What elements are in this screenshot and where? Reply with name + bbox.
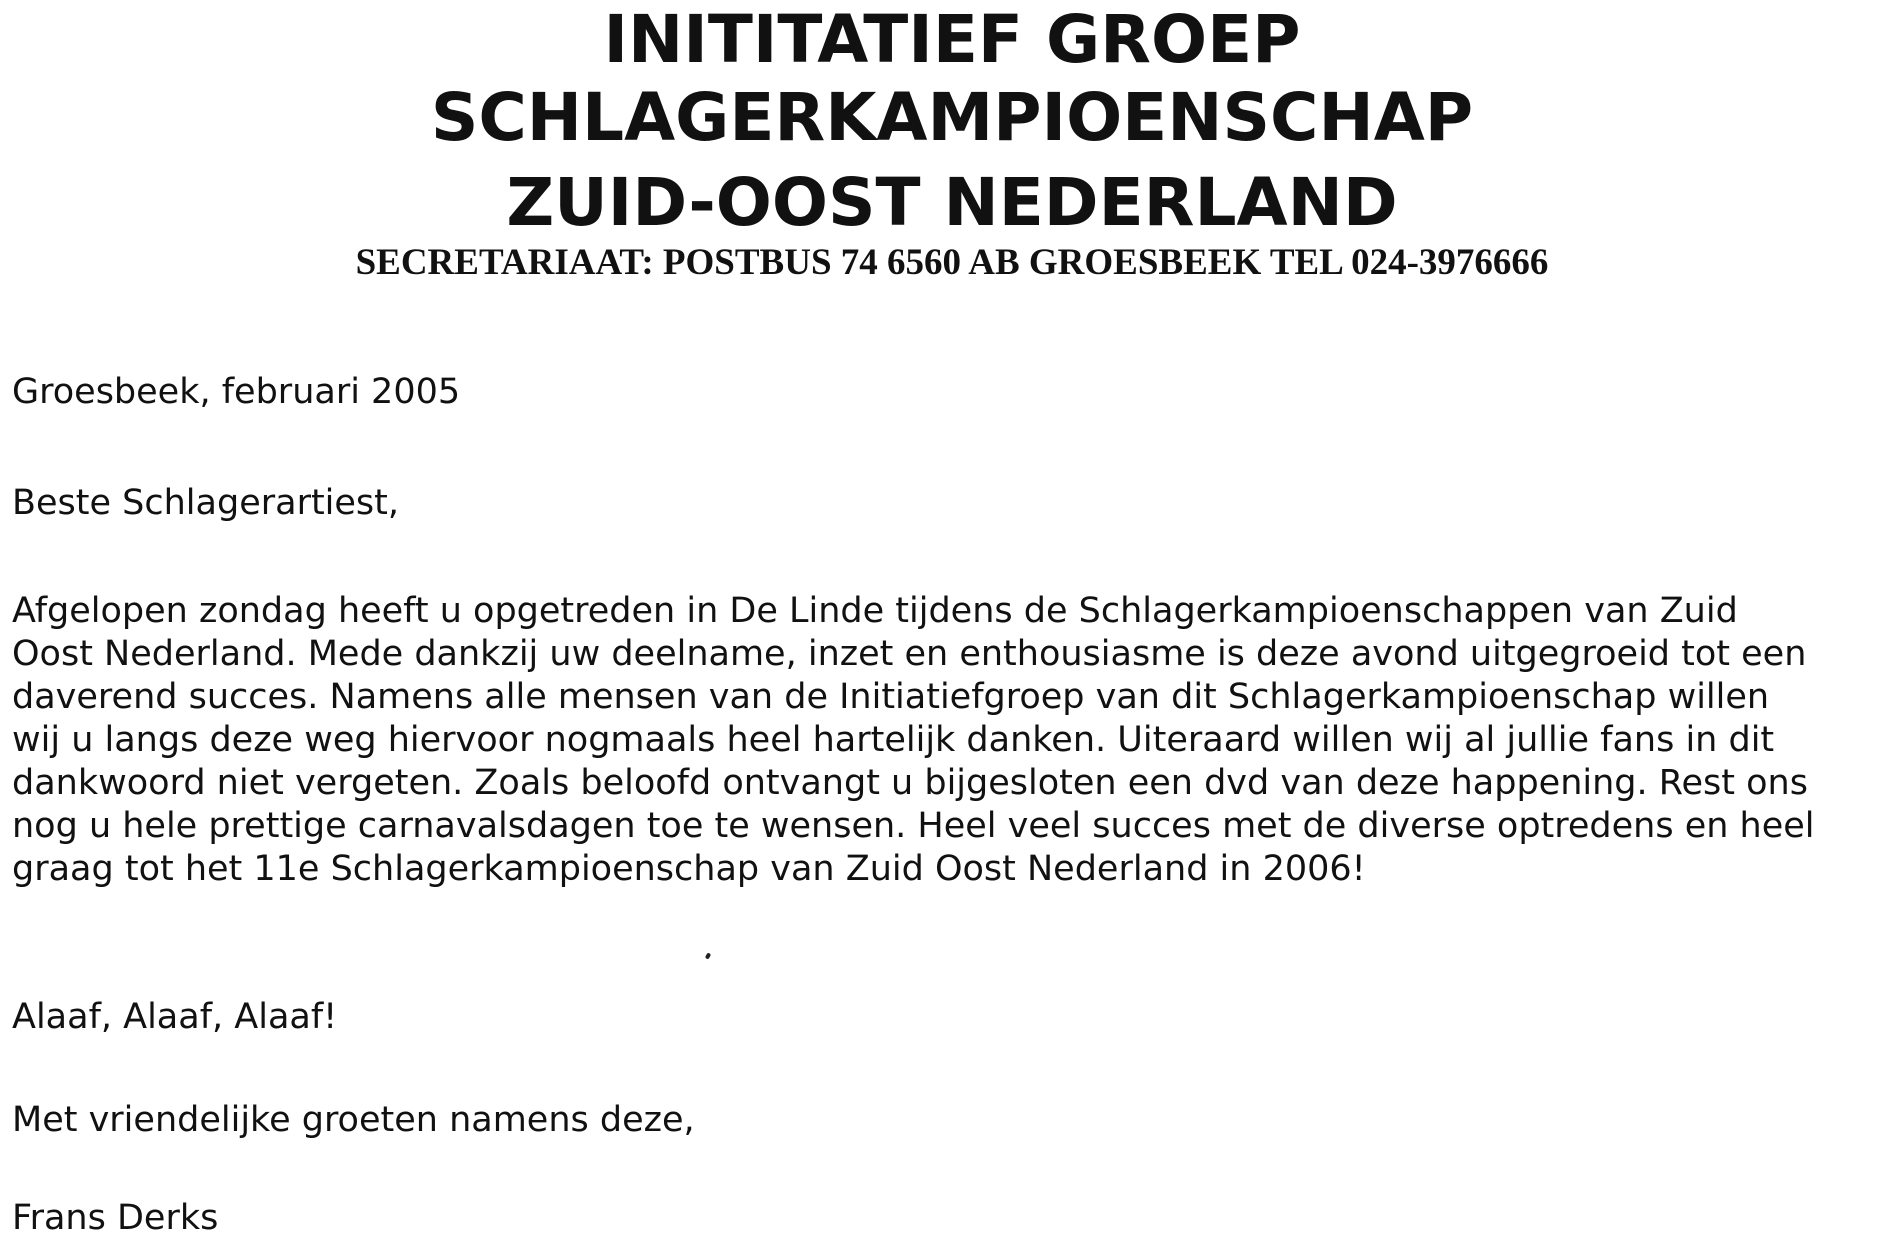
letter-cheer: Alaaf, Alaaf, Alaaf!	[12, 997, 338, 1037]
body-line: nog u hele prettige carnavalsdagen toe te wensen. Heel veel succes met de diverse optredens en heel	[12, 806, 1815, 846]
letterhead-title-line-2: SCHLAGERKAMPIOENSCHAP	[430, 79, 1474, 156]
body-line: daverend succes. Namens alle mensen van de Initiatiefgroep van dit Schlagerkampioenschap willen	[12, 677, 1770, 717]
letter-date: Groesbeek, februari 2005	[12, 372, 461, 412]
body-line: Oost Nederland. Mede dankzij uw deelname, inzet en enthousiasme is deze avond uitgegroeid tot een	[12, 634, 1807, 674]
scan-speck	[705, 952, 711, 959]
body-line: Afgelopen zondag heeft u opgetreden in De Linde tijdens de Schlagerkampioenschappen van Zuid	[12, 591, 1738, 631]
letter-body-paragraph	[12, 590, 1892, 891]
body-line: dankwoord niet vergeten. Zoals beloofd ontvangt u bijgesloten een dvd van deze happening. Rest ons	[12, 763, 1808, 803]
body-line: wij u langs deze weg hiervoor nogmaals heel hartelijk danken. Uiteraard willen wij al jullie fans in dit	[12, 720, 1775, 760]
secretariat-address: SECRETARIAAT: POSTBUS 74 6560 AB GROESBEEK TEL 024-3976666	[355, 242, 1549, 283]
letter-salutation: Beste Schlagerartiest,	[12, 483, 400, 523]
letter-closing: Met vriendelijke groeten namens deze,	[12, 1100, 695, 1140]
body-line: graag tot het 11e Schlagerkampioenschap van Zuid Oost Nederland in 2006!	[12, 849, 1366, 889]
letterhead-title-line-3: ZUID-OOST NEDERLAND	[506, 164, 1398, 241]
letterhead-title-line-1: INITITATIEF GROEP	[603, 1, 1301, 78]
letter-signature: Frans Derks	[12, 1198, 219, 1238]
